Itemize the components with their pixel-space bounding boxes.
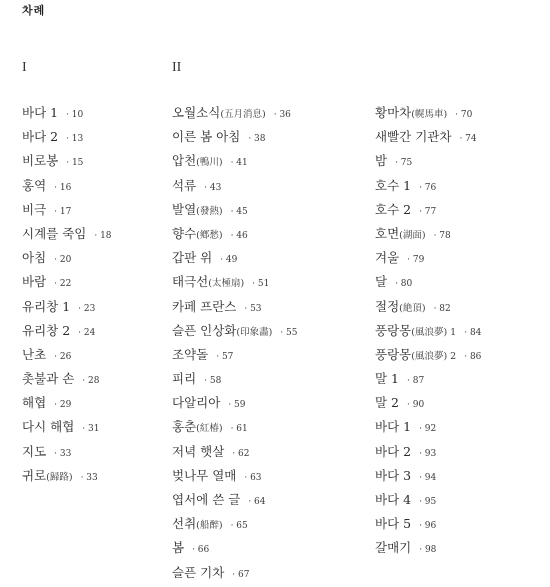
toc-entry-page: · 95 xyxy=(419,497,437,507)
toc-entry-hanja: (船醉) xyxy=(196,520,223,532)
toc-entry[interactable] xyxy=(22,390,112,414)
toc-entry[interactable] xyxy=(375,124,481,148)
toc-entry-page: · 79 xyxy=(407,255,425,266)
toc-entry-page: · 28 xyxy=(82,376,100,387)
toc-entry-page: · 77 xyxy=(419,206,437,217)
toc-entry-page: · 82 xyxy=(433,303,451,314)
toc-entry[interactable] xyxy=(172,414,297,438)
toc-entry[interactable] xyxy=(375,269,481,293)
toc-entry-title: 피리 xyxy=(172,371,197,387)
toc-entry-title: 아침 xyxy=(22,250,47,266)
toc-entry-page: · 75 xyxy=(395,158,413,169)
toc-entry-title: 호수 2 xyxy=(375,201,412,217)
toc-entry[interactable] xyxy=(375,100,481,124)
toc-entry-title: 새빨간 기관차 xyxy=(375,129,452,145)
toc-entry-hanja: (歸路) xyxy=(46,471,73,483)
toc-entry[interactable] xyxy=(22,221,112,245)
toc-entry-page: · 84 xyxy=(464,327,482,338)
toc-entry-page: · 76 xyxy=(419,182,437,193)
section-mark-1: I xyxy=(22,60,27,75)
toc-entry[interactable] xyxy=(375,390,481,414)
toc-entry[interactable] xyxy=(375,414,481,438)
toc-entry-title: 바다 3 xyxy=(375,467,412,483)
toc-entry-page: · 57 xyxy=(216,351,234,362)
toc-entry[interactable] xyxy=(172,318,297,342)
toc-entry-page: · 36 xyxy=(273,110,291,120)
toc-entry[interactable] xyxy=(172,390,297,414)
toc-entry-page: · 87 xyxy=(407,376,425,387)
toc-entry-page: · 38 xyxy=(248,134,266,145)
toc-entry-title: 벚나무 열매 xyxy=(172,467,237,483)
toc-entry-page: · 63 xyxy=(244,472,262,483)
toc-entry-page: · 45 xyxy=(230,206,248,217)
toc-entry-hanja: (風浪夢) 2 xyxy=(411,350,457,362)
toc-entry-page: · 90 xyxy=(407,400,425,411)
toc-entry-page: · 74 xyxy=(459,134,477,145)
toc-entry[interactable] xyxy=(22,197,112,221)
toc-entry-title: 바다 1 xyxy=(375,419,412,435)
toc-entry[interactable] xyxy=(22,294,112,318)
toc-entry[interactable] xyxy=(375,245,481,269)
toc-entry-page: · 16 xyxy=(54,182,72,193)
toc-entry-title: 절정 xyxy=(375,298,400,314)
toc-entry[interactable] xyxy=(22,463,112,487)
toc-entry-hanja: (五月消息) xyxy=(220,109,266,120)
toc-entry-page: · 94 xyxy=(419,472,437,483)
toc-entry-page: · 13 xyxy=(66,134,84,145)
toc-entry-title: 유리창 1 xyxy=(22,298,71,314)
toc-entry-page: · 20 xyxy=(54,255,72,266)
toc-entry-title: 황마차 xyxy=(375,105,412,120)
toc-entry-page: · 59 xyxy=(228,400,246,411)
toc-entry-page: · 17 xyxy=(54,206,72,217)
toc-entry-title: 호면 xyxy=(375,225,400,241)
toc-entry-hanja: (印象畵) xyxy=(236,326,273,338)
toc-entry[interactable] xyxy=(22,414,112,438)
toc-entry[interactable] xyxy=(172,366,297,390)
toc-entry-title: 엽서에 쓴 글 xyxy=(172,492,241,507)
toc-entry-title: 슬픈 인상화 xyxy=(172,322,237,338)
toc-entry-title: 비극 xyxy=(22,201,47,217)
toc-entry-page: · 24 xyxy=(78,327,96,338)
toc-entry-hanja: (絶頂) xyxy=(399,302,426,314)
toc-entry-page: · 65 xyxy=(230,521,248,532)
toc-entry-title: 풍랑몽 xyxy=(375,322,412,338)
toc-entry[interactable] xyxy=(172,294,297,318)
toc-entry[interactable] xyxy=(375,173,481,197)
toc-entry-page: · 93 xyxy=(419,448,437,459)
toc-entry[interactable] xyxy=(172,124,297,148)
toc-entry-page: · 66 xyxy=(192,545,210,556)
toc-entry-title: 갈매기 xyxy=(375,540,412,556)
toc-entry-page: · 98 xyxy=(419,545,437,556)
toc-entry-page: · 22 xyxy=(54,279,72,290)
toc-entry-title: 이른 봄 아침 xyxy=(172,129,241,145)
toc-entry[interactable] xyxy=(375,197,481,221)
toc-entry-page: · 15 xyxy=(66,158,84,169)
toc-entry-hanja: (太極扇) xyxy=(208,278,245,290)
toc-entry[interactable] xyxy=(172,148,297,172)
toc-entry-page: · 58 xyxy=(204,376,222,387)
toc-entry-title: 유리창 2 xyxy=(22,322,71,338)
toc-entry-page: · 96 xyxy=(419,521,437,532)
toc-entry-title: 지도 xyxy=(22,443,47,459)
toc-entry[interactable] xyxy=(375,463,481,487)
toc-entry-title: 비로봉 xyxy=(22,153,59,169)
toc-entry[interactable] xyxy=(172,560,297,584)
toc-entry-title: 선취 xyxy=(172,516,197,532)
page-heading: 차례 xyxy=(22,4,46,17)
toc-entry-title: 오월소식 xyxy=(172,105,221,120)
toc-entry[interactable] xyxy=(375,221,481,245)
toc-entry[interactable] xyxy=(172,173,297,197)
toc-entry-hanja: (風浪夢) 1 xyxy=(411,326,457,338)
toc-entry[interactable] xyxy=(375,294,481,318)
toc-entry-hanja: (湖面) xyxy=(399,229,426,241)
toc-column-1 xyxy=(22,100,112,487)
toc-entry[interactable] xyxy=(172,535,297,559)
toc-entry[interactable] xyxy=(22,148,112,172)
toc-entry-page: · 92 xyxy=(419,424,437,435)
toc-entry-title: 다알리아 xyxy=(172,395,221,411)
toc-entry-title: 홍춘 xyxy=(172,419,197,435)
toc-entry-page: · 86 xyxy=(464,351,482,362)
toc-entry-title: 바다 2 xyxy=(375,443,412,459)
toc-entry-title: 촛불과 손 xyxy=(22,371,75,387)
toc-entry-title: 겨울 xyxy=(375,250,400,266)
toc-entry[interactable] xyxy=(22,342,112,366)
toc-entry-title: 바다 4 xyxy=(375,492,412,507)
toc-entry[interactable] xyxy=(375,511,481,535)
section-mark-2: II xyxy=(172,60,182,75)
toc-entry[interactable] xyxy=(172,463,297,487)
toc-entry-title: 귀로 xyxy=(22,467,47,483)
toc-entry-page: · 49 xyxy=(220,255,238,266)
toc-entry-page: · 18 xyxy=(94,230,112,241)
toc-entry-title: 해협 xyxy=(22,395,47,411)
toc-entry-title: 난초 xyxy=(22,346,47,362)
toc-entry-page: · 31 xyxy=(82,424,100,435)
toc-entry-hanja: (紅椿) xyxy=(196,423,223,435)
toc-entry[interactable] xyxy=(22,124,112,148)
toc-entry-page: · 78 xyxy=(433,230,451,241)
toc-entry-title: 향수 xyxy=(172,225,197,241)
toc-entry-title: 바람 xyxy=(22,274,47,290)
toc-entry[interactable] xyxy=(22,318,112,342)
toc-entry-hanja: (鴨川) xyxy=(196,157,223,169)
toc-entry-title: 말 1 xyxy=(375,371,400,387)
toc-entry-page: · 62 xyxy=(232,448,250,459)
toc-entry-title: 갑판 위 xyxy=(172,250,213,266)
toc-entry[interactable] xyxy=(375,487,481,511)
toc-entry-hanja: (幌馬車) xyxy=(411,109,448,120)
toc-entry[interactable] xyxy=(172,342,297,366)
toc-entry-title: 다시 해협 xyxy=(22,419,75,435)
toc-entry-title: 밤 xyxy=(375,153,388,169)
toc-entry[interactable] xyxy=(172,439,297,463)
toc-entry-page: · 55 xyxy=(280,327,298,338)
toc-entry-title: 봄 xyxy=(172,540,185,556)
toc-entry-page: · 43 xyxy=(204,182,222,193)
toc-entry-title: 바다 1 xyxy=(22,105,59,120)
toc-entry-title: 카페 프란스 xyxy=(172,298,237,314)
toc-entry[interactable] xyxy=(22,439,112,463)
toc-entry-title: 압천 xyxy=(172,153,197,169)
toc-entry-page: · 70 xyxy=(455,110,473,120)
toc-entry-title: 홍역 xyxy=(22,177,47,193)
toc-entry-page: · 53 xyxy=(244,303,262,314)
toc-entry[interactable] xyxy=(22,366,112,390)
toc-entry[interactable] xyxy=(172,487,297,511)
toc-entry[interactable] xyxy=(375,342,481,366)
toc-entry-page: · 80 xyxy=(395,279,413,290)
toc-entry-title: 말 2 xyxy=(375,395,400,411)
toc-column-3 xyxy=(375,100,481,560)
toc-entry-hanja: (發熱) xyxy=(196,205,223,217)
toc-entry-page: · 41 xyxy=(230,158,248,169)
toc-entry-page: · 23 xyxy=(78,303,96,314)
toc-entry-title: 발열 xyxy=(172,201,197,217)
toc-entry-page: · 33 xyxy=(80,472,98,483)
toc-entry-page: · 26 xyxy=(54,351,72,362)
toc-entry[interactable] xyxy=(22,173,112,197)
toc-column-2 xyxy=(172,100,297,584)
toc-entry-title: 바다 5 xyxy=(375,516,412,532)
toc-entry-title: 달 xyxy=(375,274,388,290)
toc-entry[interactable] xyxy=(22,269,112,293)
toc-entry[interactable] xyxy=(375,318,481,342)
toc-entry[interactable] xyxy=(172,511,297,535)
toc-entry-page: · 29 xyxy=(54,400,72,411)
toc-entry-title: 석류 xyxy=(172,177,197,193)
toc-entry[interactable] xyxy=(375,366,481,390)
toc-entry[interactable] xyxy=(172,221,297,245)
toc-entry-title: 조약돌 xyxy=(172,346,209,362)
toc-entry[interactable] xyxy=(172,100,297,124)
toc-entry-page: · 64 xyxy=(248,497,266,507)
toc-entry[interactable] xyxy=(22,245,112,269)
toc-entry[interactable] xyxy=(172,245,297,269)
toc-entry-page: · 10 xyxy=(66,110,84,120)
toc-entry-page: · 61 xyxy=(230,424,248,435)
toc-entry-title: 풍랑몽 xyxy=(375,346,412,362)
toc-entry[interactable] xyxy=(375,148,481,172)
toc-entry-title: 태극선 xyxy=(172,274,209,290)
toc-entry-title: 시계를 죽임 xyxy=(22,225,87,241)
toc-entry-page: · 33 xyxy=(54,448,72,459)
toc-entry-title: 저녁 햇살 xyxy=(172,443,225,459)
toc-entry-page: · 46 xyxy=(230,230,248,241)
toc-entry-title: 바다 2 xyxy=(22,129,59,145)
toc-entry[interactable] xyxy=(375,439,481,463)
toc-entry-page: · 51 xyxy=(252,279,270,290)
toc-entry-hanja: (鄕愁) xyxy=(196,229,223,241)
toc-entry-page: · 67 xyxy=(232,569,250,580)
toc-entry-title: 슬픈 기차 xyxy=(172,564,225,580)
toc-entry[interactable] xyxy=(375,535,481,559)
toc-entry-title: 호수 1 xyxy=(375,177,412,193)
toc-entry[interactable] xyxy=(22,100,112,124)
toc-entry[interactable] xyxy=(172,197,297,221)
toc-entry[interactable] xyxy=(172,269,297,293)
